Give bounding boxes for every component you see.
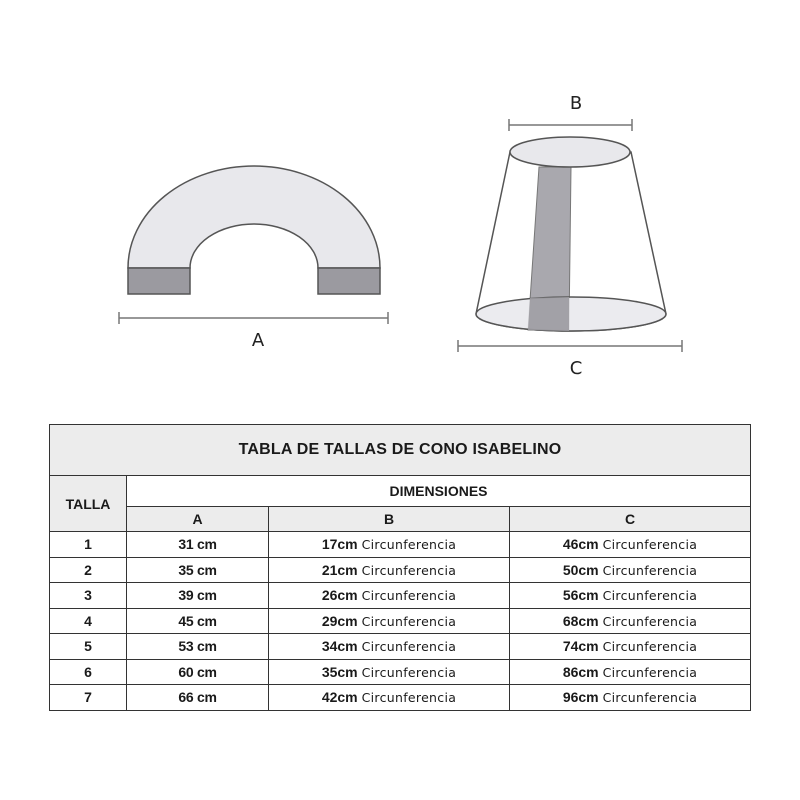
table-row [50, 532, 751, 558]
dimension-b-note: Circunferencia [361, 588, 457, 604]
cone-bottom-ring [476, 297, 666, 331]
arch-right-band [318, 268, 380, 294]
dimension-a-value: 53 cm [127, 634, 269, 660]
dimension-c-cell [510, 659, 751, 685]
dimension-c-line [458, 340, 682, 352]
dimension-c-cell [510, 634, 751, 660]
dimension-c-value: 56cm [562, 587, 599, 604]
talla-header: TALLA [50, 476, 127, 532]
dimension-c-note: Circunferencia [602, 664, 698, 680]
talla-value: 1 [50, 532, 127, 558]
dimension-b-note: Circunferencia [361, 613, 457, 629]
dimension-c-note: Circunferencia [602, 690, 698, 706]
arch-left-band [128, 268, 190, 294]
talla-value: 7 [50, 685, 127, 711]
dimension-c-cell [510, 557, 751, 583]
dimension-b-value: 26cm [321, 587, 358, 604]
dimension-b-cell [269, 685, 510, 711]
dimension-b-note: Circunferencia [361, 690, 457, 706]
dimension-b-value: 17cm [321, 536, 358, 553]
talla-value: 5 [50, 634, 127, 660]
arch-body [128, 166, 380, 268]
dimension-b-cell [269, 659, 510, 685]
dimension-a-value: 60 cm [127, 659, 269, 685]
dimension-b-label: B [569, 93, 583, 114]
cone-3d-shape [476, 137, 666, 331]
dimension-b-value: 29cm [321, 612, 358, 629]
dimension-c-value: 96cm [562, 689, 599, 706]
talla-value: 2 [50, 557, 127, 583]
dimension-c-note: Circunferencia [602, 639, 698, 655]
table-body [50, 532, 751, 711]
column-header-a: A [127, 507, 269, 532]
dimensions-header: DIMENSIONES [127, 476, 751, 507]
dimension-b-cell [269, 557, 510, 583]
dimension-c-label: C [569, 358, 583, 379]
dimension-c-cell [510, 532, 751, 558]
dimension-c-value: 46cm [562, 536, 599, 553]
flat-cone-shape [128, 166, 380, 294]
dimension-c-value: 86cm [562, 663, 599, 680]
dimension-b-cell [269, 608, 510, 634]
talla-value: 6 [50, 659, 127, 685]
table-row [50, 659, 751, 685]
table-title: TABLA DE TALLAS DE CONO ISABELINO [50, 425, 751, 476]
dimension-c-cell [510, 685, 751, 711]
dimension-c-note: Circunferencia [602, 537, 698, 553]
dimension-b-value: 21cm [321, 561, 358, 578]
column-header-c: C [510, 507, 751, 532]
table-row [50, 557, 751, 583]
table-row [50, 634, 751, 660]
dimension-b-cell [269, 634, 510, 660]
column-header-b: B [269, 507, 510, 532]
talla-value: 3 [50, 583, 127, 609]
dimension-b-cell [269, 583, 510, 609]
dimension-c-value: 68cm [562, 612, 599, 629]
cone-seam-bottom [528, 297, 569, 331]
dimension-c-value: 50cm [562, 561, 599, 578]
table-row [50, 685, 751, 711]
dimension-a-value: 31 cm [127, 532, 269, 558]
dimension-a-value: 39 cm [127, 583, 269, 609]
dimension-c-cell [510, 583, 751, 609]
cone-top-ring [510, 137, 630, 167]
dimension-a-label: A [251, 330, 265, 351]
dimension-c-note: Circunferencia [602, 613, 698, 629]
dimension-b-note: Circunferencia [361, 664, 457, 680]
dimension-b-note: Circunferencia [361, 639, 457, 655]
dimension-a-line [119, 312, 388, 324]
size-table [49, 424, 751, 711]
dimension-a-value: 66 cm [127, 685, 269, 711]
dimension-b-value: 34cm [321, 638, 358, 655]
dimension-b-value: 35cm [321, 663, 358, 680]
table-row [50, 583, 751, 609]
talla-value: 4 [50, 608, 127, 634]
dimension-c-note: Circunferencia [602, 562, 698, 578]
dimension-c-cell [510, 608, 751, 634]
dimension-b-note: Circunferencia [361, 537, 457, 553]
table-row [50, 608, 751, 634]
dimension-c-note: Circunferencia [602, 588, 698, 604]
dimension-a-value: 35 cm [127, 557, 269, 583]
dimension-b-line [509, 119, 632, 131]
dimension-b-cell [269, 532, 510, 558]
dimension-b-value: 42cm [321, 689, 358, 706]
dimension-a-value: 45 cm [127, 608, 269, 634]
dimension-b-note: Circunferencia [361, 562, 457, 578]
dimension-c-value: 74cm [562, 638, 599, 655]
